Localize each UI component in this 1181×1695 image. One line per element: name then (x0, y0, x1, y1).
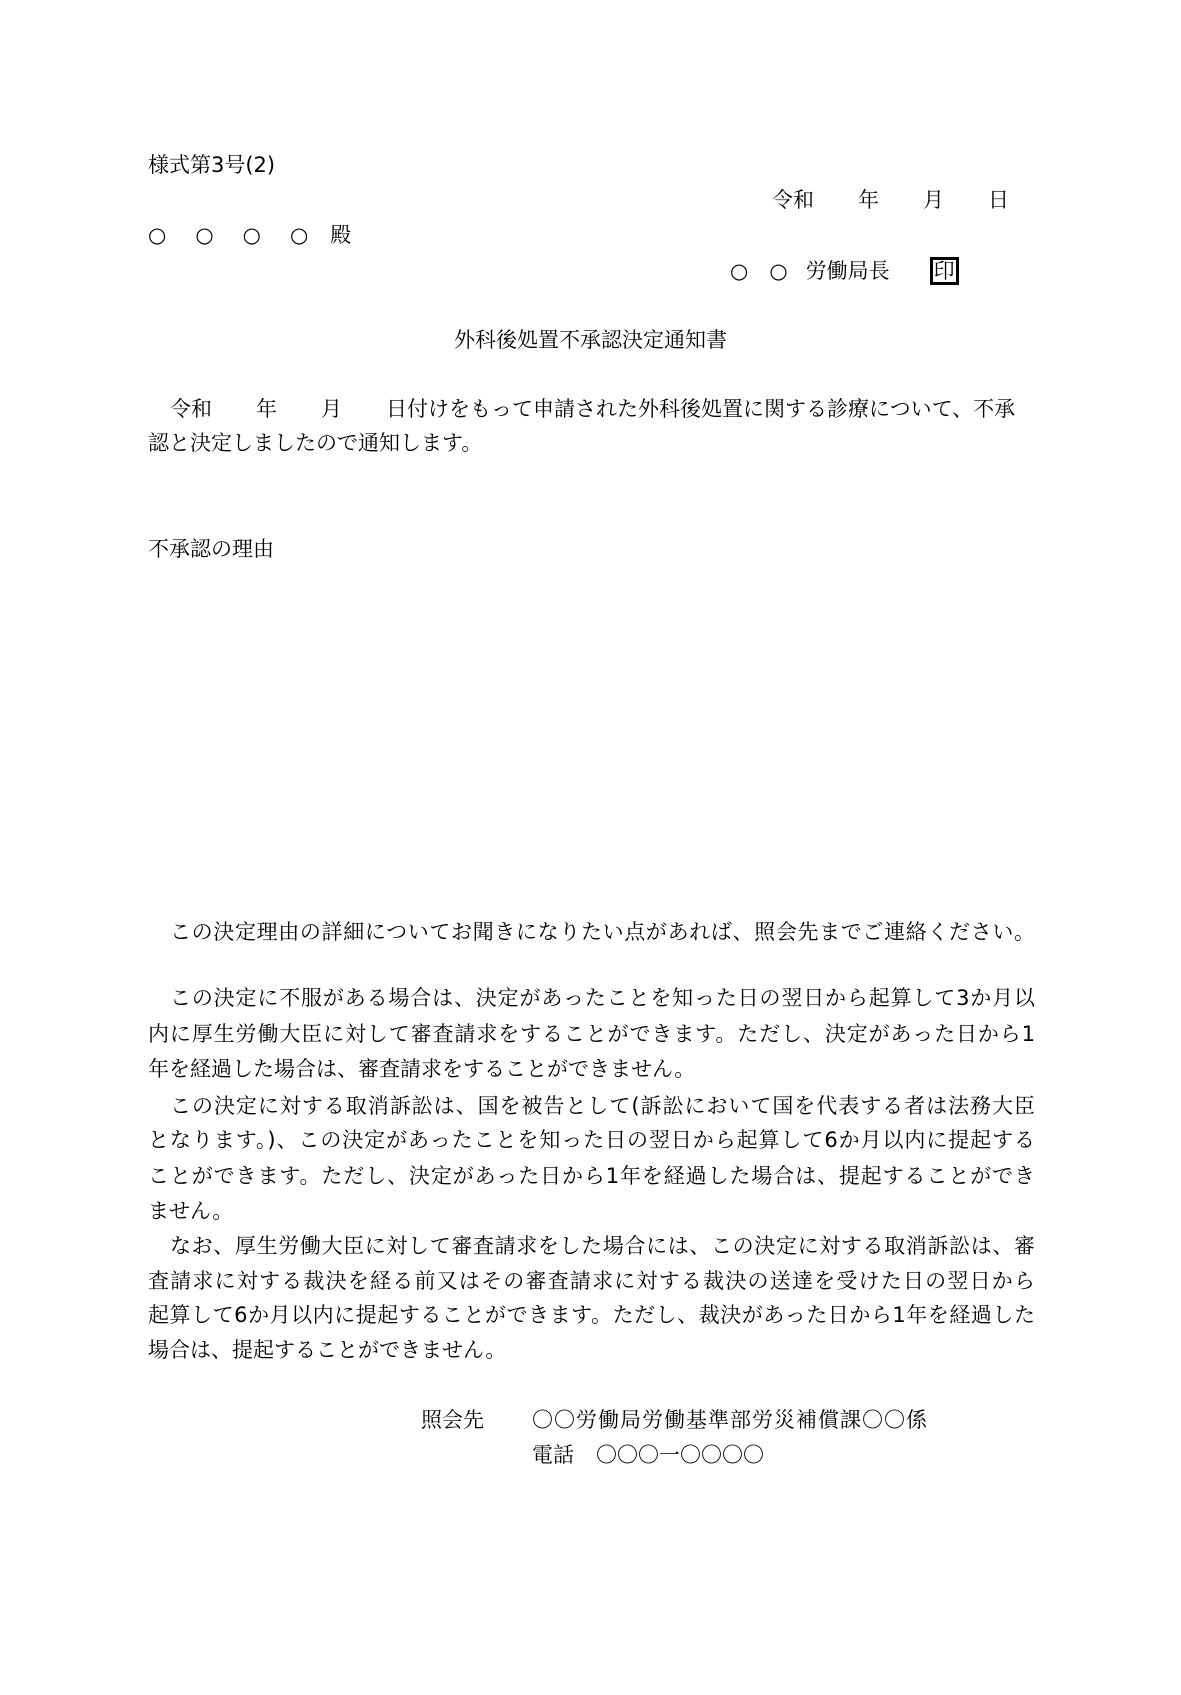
seal-mark: 印 (930, 257, 959, 285)
sender-title: 労働局長 (805, 259, 890, 283)
intro-text: 日付けをもって申請された外科後処置に関する診療について、不承 (386, 397, 1016, 421)
intro-year: 年 (256, 397, 277, 421)
phone-label: 電話 (532, 1443, 574, 1467)
contact-office: 〇〇労働局労働基準部労災補償課〇〇係 (532, 1408, 928, 1432)
appeal-line: 内に厚生労働大臣に対して審査請求をすることができます。ただし、決定があった日から1 (148, 1022, 1035, 1046)
addressee-honorific: 殿 (330, 223, 352, 247)
appeal-line: この決定に対する取消訴訟は、国を被告として(訴訟において国を代表する者は法務大臣 (170, 1094, 1035, 1118)
date-year: 年 (858, 188, 879, 212)
intro-line-1 (170, 396, 1015, 422)
addressee (148, 222, 351, 248)
date-month: 月 (923, 188, 944, 212)
intro-era: 令和 (170, 397, 212, 421)
date-line (772, 187, 1009, 213)
form-number: 様式第3号(2) (148, 153, 276, 177)
document-title: 外科後処置不承認決定通知書 (454, 328, 727, 352)
date-era: 令和 (772, 188, 814, 212)
sender-name: ○ ○ (730, 259, 788, 283)
intro-line-2: 認と決定しましたので通知します。 (148, 431, 483, 455)
appeal-line: 査請求に対する裁決を経る前又はその審査請求に対する裁決の送達を受けた日の翌日から (148, 1269, 1035, 1293)
appeal-line: ことができます。ただし、決定があった日から1年を経過した場合は、提起することができ (148, 1164, 1035, 1188)
phone-number: 〇〇〇一〇〇〇〇 (596, 1443, 764, 1467)
reason-heading: 不承認の理由 (148, 537, 274, 561)
intro-month: 月 (321, 397, 342, 421)
contact-phone-row (532, 1442, 764, 1468)
date-day: 日 (988, 188, 1009, 212)
sender (730, 257, 959, 285)
appeal-line: ません。 (148, 1199, 234, 1223)
appeal-line: 場合は、提起することができません。 (148, 1338, 507, 1362)
appeal-line: この決定に不服がある場合は、決定があったことを知った日の翌日から起算して3か月以 (170, 986, 1035, 1010)
appeal-line: なお、厚生労働大臣に対して審査請求をした場合には、この決定に対する取消訴訟は、審 (170, 1234, 1035, 1258)
contact-note: この決定理由の詳細についてお聞きになりたい点があれば、照会先までご連絡ください。 (170, 920, 1035, 944)
appeal-line: 年を経過した場合は、審査請求をすることができません。 (148, 1057, 696, 1081)
contact-label: 照会先 (421, 1408, 484, 1432)
appeal-line: となります。)、この決定があったことを知った日の翌日から起算して6か月以内に提起する (148, 1128, 1035, 1152)
addressee-name: ○ ○ ○ ○ (148, 223, 313, 247)
appeal-line: 起算して6か月以内に提起することができます。ただし、裁決があった日から1年を経過した (148, 1303, 1035, 1327)
